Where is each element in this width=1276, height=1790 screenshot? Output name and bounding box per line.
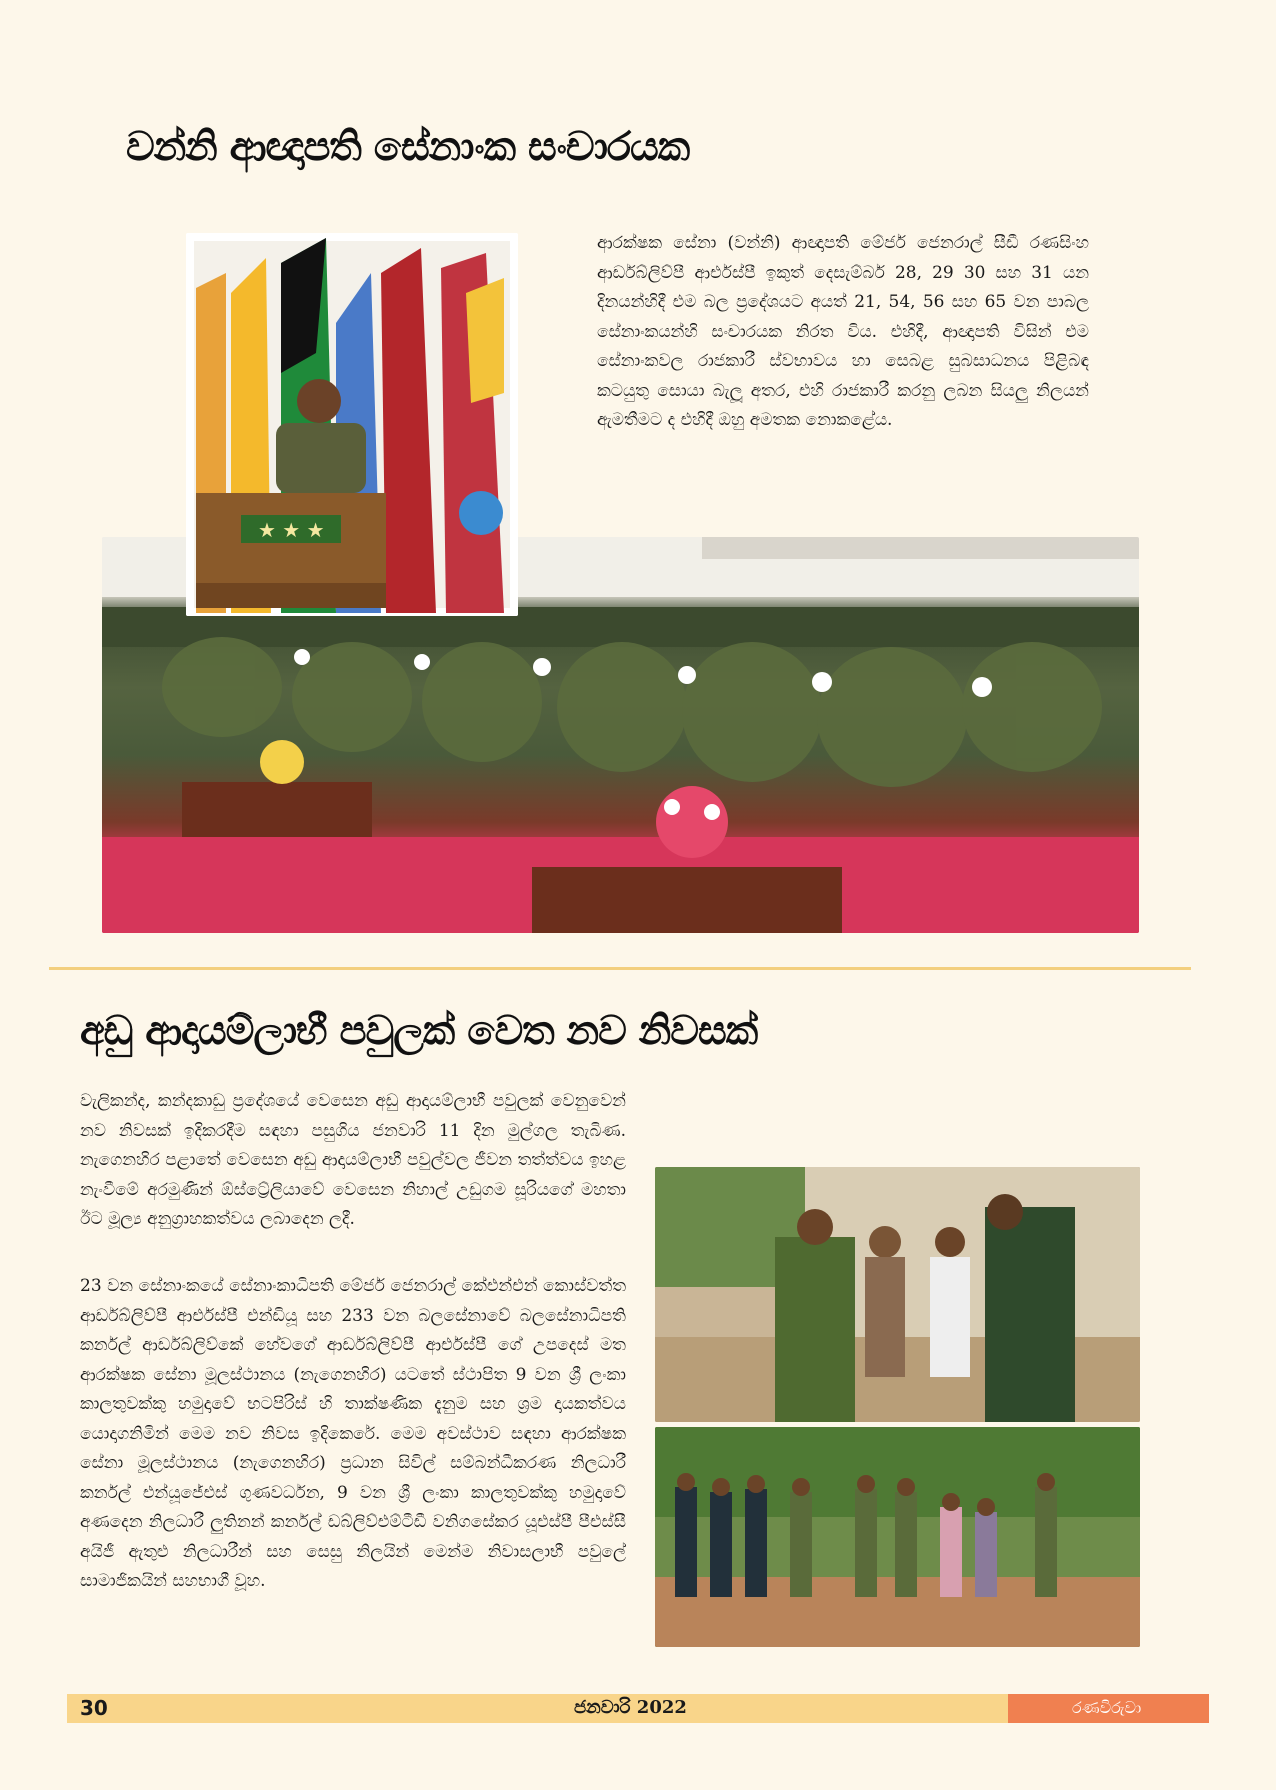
article1-body: ආරක්ෂක සේනා (වන්නි) ආඥාපති මේජර් ජෙනරාල් සීඩී රණසිංහ ආර්ඩබ්ලිව්පී ආර්එස්පී ඉකුත් දෙසැම්බර් 28, 29 30 සහ 31 යන දිනයන්හිදී එම බල ප්‍රදේශයට අයත් 21, 54, 56 සහ 65 වන පාබල සේනාංකයන්හි සංචාරයක නිරත විය. එහිදී, ආඥාපති විසින් එම සේනාංකවල රාජකාරී ස්වභාවය හා සෙබළ සුබසාධනය පිළිබඳ කටයුතු සොයා බැලූ අතර, එහි රාජකාරී කරනු ලබන සියලු නිලයන් ඇමතීමට ද එහිදී ඔහු අමතක නොකළේය. [597,233,1089,430]
house-site-art-1 [655,1167,1140,1422]
house-site-art-2 [655,1427,1140,1647]
issue-date: ජනවාරි 2022 [574,1697,687,1718]
article2-title: අඩු ආදායම්ලාභී පවුලක් වෙත නව නිවසක් [80,1008,758,1054]
section-divider [49,967,1191,970]
commander-podium-photo [186,233,518,616]
house-site-photo-2 [655,1427,1140,1647]
svg-text:★ ★ ★: ★ ★ ★ [258,518,325,542]
footer-band [67,1694,1008,1723]
article1-title: වන්නි ආඥාපති සේනාංක සංචාරයක [126,124,690,170]
magazine-name: රණවිරුවා [1072,1698,1142,1717]
page-number: 30 [80,1696,108,1720]
commander-podium-art [186,233,518,616]
house-site-photo-1 [655,1167,1140,1422]
article2-para1: වැලිකන්ද, කන්දකාඩු ප්‍රදේශයේ වෙසෙන අඩු ආදායම්ලාභී පවුලක් වෙනුවෙන් නව නිවසක් ඉදිකරදීම සඳහා පසුගිය ජනවාරි 11 දින මුල්ගල තැබිණ. නැගෙනහිර පළාතේ වෙසෙන අඩු ආදායම්ලාභී පවුල්වල ජීවන තත්ත්වය ඉහළ නැංවීමේ අරමුණින් ඕස්ට්‍රේලියාවේ වෙසෙන නිහාල් උඩුගම සූරියගේ මහතා ඊට මූල්‍ය අනුග්‍රාහකත්වය ලබාදෙන ලදී. [80,1091,626,1229]
article2-para2: 23 වන සේනාංකයේ සේනාංකාධිපති මේජර් ජෙනරාල් කේඑන්එන් කොස්වත්ත ආර්ඩබ්ලිව්පී ආර්එස්පී එන්ඩියූ සහ 233 වන බලසේනාවේ බලසේනාධිපති කර්නල් ආර්ඩබ්ලිව්කේ හේවගේ ආර්ඩබ්ලිව්පී ආර්එස්පී ගේ උපදෙස් මත ආරක්ෂක සේනා මූලස්ථානය (නැගෙනහිර) යටතේ ස්ථාපිත 9 වන ශ්‍රී ලංකා කාලතුවක්කු හමුදාවේ භටපිරිස් හි තාක්ෂණික දැනුම සහ ශ්‍රම දායකත්වය යොදාගනිමින් මෙම නව නිවස ඉදිකෙරේ. මෙම අවස්ථාව සඳහා ආරක්ෂක සේනා මූලස්ථානය (නැගෙනහිර) ප්‍රධාන සිවිල් සම්බන්ධීකරණ නිලධාරී කර්නල් එන්යූජේඑස් ගුණවර්ධන, 9 වන ශ්‍රී ලංකා කාලතුවක්කු හමුදාවේ අණදෙන නිලධාරී ලුතිනන් කර්නල් ඩබ්ලිව්එම්ටීඩී වනිගසේකර යූඑස්පී පීඑස්සී අයිජී ඇතුළු නිලධාරීන් සහ සෙසු නිලයින් මෙන්ම නිවාසලාභී පවුලේ සාමාජිකයින් සහභාගී වූහ. [80,1276,626,1591]
